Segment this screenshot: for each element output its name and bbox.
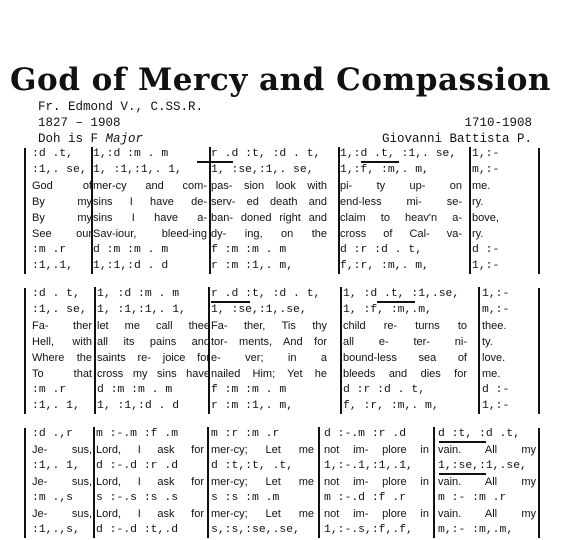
score-system-1 bbox=[0, 146, 561, 274]
lyric-cell: saints re- joice for bbox=[97, 352, 210, 364]
solfa-cell: 1,:- bbox=[472, 148, 500, 160]
solfa-cell: f, :r, :m,. m, bbox=[343, 400, 439, 412]
solfa-cell: 1, :1,:1,. 1, bbox=[93, 164, 182, 176]
solfa-cell: d :m :m . m bbox=[93, 244, 169, 256]
lyric-cell: love. bbox=[482, 352, 506, 364]
solfa-cell: m,:- :m,.m, bbox=[438, 524, 514, 536]
lyric-cell: Je- sus, bbox=[32, 444, 92, 456]
solfa-cell: :1,. se, bbox=[32, 304, 87, 316]
lyric-cell: By my bbox=[32, 196, 92, 208]
solfa-cell: 1,:-.1,:1,.1, bbox=[324, 460, 413, 472]
solfa-cell: :m .,s bbox=[32, 492, 74, 504]
lyric-cell: Fa- ther bbox=[32, 320, 92, 332]
solfa-cell: d :t,:t, .t, bbox=[211, 460, 294, 472]
lyric-cell: God of bbox=[32, 180, 92, 192]
solfa-cell: 1,:d :m . m bbox=[93, 148, 169, 160]
solfa-cell: :d . t, bbox=[32, 288, 80, 300]
bar-line bbox=[207, 427, 209, 538]
lyric-cell: thee. bbox=[482, 320, 507, 332]
solfa-cell: d :m :m . m bbox=[97, 384, 173, 396]
solfa-cell: s :s :m .m bbox=[211, 492, 280, 504]
solfa-cell: m,:- bbox=[482, 304, 510, 316]
solfa-cell: m,:- bbox=[472, 164, 500, 176]
lyric-cell: bound-less sea of bbox=[343, 352, 467, 364]
solfa-cell: d :- bbox=[482, 384, 510, 396]
hymn-title: God of Mercy and Compassion bbox=[10, 62, 551, 98]
solfa-cell: r .d :t, :d . t, bbox=[211, 288, 321, 300]
left-brace bbox=[24, 288, 26, 414]
solfa-cell: :1,. 1, bbox=[32, 460, 80, 472]
solfa-cell: 1, :d .t, :1,.se, bbox=[343, 288, 460, 300]
solfa-cell: 1,:- bbox=[482, 288, 510, 300]
lyric-cell: sins I have a- bbox=[93, 212, 207, 224]
solfa-cell: :m .r bbox=[32, 244, 67, 256]
lyric-cell: cross of Cal- va- bbox=[340, 228, 462, 240]
solfa-cell: :1,. se, bbox=[32, 164, 87, 176]
bar-line bbox=[433, 427, 435, 538]
composer: Giovanni Battista P. bbox=[381, 132, 532, 146]
bar-line bbox=[478, 287, 480, 414]
solfa-cell: f :m :m . m bbox=[211, 244, 287, 256]
lyric-cell: Lord, I ask for bbox=[96, 476, 204, 488]
lyric-cell: To that bbox=[32, 368, 92, 380]
left-brace bbox=[24, 428, 26, 538]
lyric-cell: vain. All my bbox=[438, 508, 536, 520]
key-mode: Major bbox=[105, 132, 144, 146]
solfa-cell: r .d :t, :d . t, bbox=[211, 148, 321, 160]
key-signature: Doh is F Major bbox=[38, 132, 144, 146]
solfa-cell: :m .r bbox=[32, 384, 67, 396]
lyric-cell: mer-cy and com- bbox=[93, 180, 207, 192]
lyric-cell: Je- sus, bbox=[32, 476, 92, 488]
solfa-cell: 1,:f, :m,. m, bbox=[340, 164, 429, 176]
lyric-cell: dy- ing, on the bbox=[211, 228, 327, 240]
lyric-cell: Hell, with bbox=[32, 336, 92, 348]
lyric-cell: bleeds and dies for bbox=[343, 368, 467, 380]
lyric-cell: cross my sins have bbox=[97, 368, 210, 380]
lyric-cell: mer-cy; Let me bbox=[211, 476, 314, 488]
solfa-cell: d :t, :d .t, bbox=[438, 428, 521, 440]
lyric-cell: Lord, I ask for bbox=[96, 444, 204, 456]
solfa-cell: d :r :d . t, bbox=[340, 244, 423, 256]
lyric-cell: mer-cy; Let me bbox=[211, 508, 314, 520]
lyric-cell: ban- doned right and bbox=[211, 212, 327, 224]
lyric-cell: vain. All my bbox=[438, 476, 536, 488]
solfa-cell: 1, :se,:1,. se, bbox=[211, 164, 314, 176]
lyric-cell: claim to heav'n a- bbox=[340, 212, 462, 224]
solfa-cell: :1,.,s, bbox=[32, 524, 80, 536]
lyric-cell: Fa- ther, Tis thy bbox=[211, 320, 327, 332]
lyric-cell: child re- turns to bbox=[343, 320, 467, 332]
solfa-cell: 1,:-.s,:f,.f, bbox=[324, 524, 413, 536]
lyric-cell: ty. bbox=[482, 336, 493, 348]
solfa-cell: 1, :d :m . m bbox=[97, 288, 180, 300]
lyric-cell: let me call thee bbox=[97, 320, 210, 332]
solfa-cell: f :m :m . m bbox=[211, 384, 287, 396]
solfa-cell: 1, :1,:d . d bbox=[97, 400, 180, 412]
solfa-cell: :1,.1, bbox=[32, 260, 74, 272]
solfa-cell: d :-.d :r .d bbox=[96, 460, 179, 472]
solfa-cell: 1, :1,:1,. 1, bbox=[97, 304, 186, 316]
solfa-cell: m :- :m .r bbox=[438, 492, 507, 504]
bar-line bbox=[340, 287, 342, 414]
lyric-cell: pas- sion look with bbox=[211, 180, 327, 192]
lyric-cell: ry. bbox=[472, 228, 484, 240]
left-brace bbox=[24, 148, 26, 274]
lyric-cell: e- ver; in a bbox=[211, 352, 327, 364]
right-brace bbox=[538, 428, 540, 538]
solfa-cell: d :- bbox=[472, 244, 500, 256]
solfa-cell: d :-.d :t,.d bbox=[96, 524, 179, 536]
lyric-cell: not im- plore in bbox=[324, 508, 429, 520]
lyric-cell: vain. All my bbox=[438, 444, 536, 456]
solfa-cell: 1,:1,:d . d bbox=[93, 260, 169, 272]
solfa-cell: :1,. 1, bbox=[32, 400, 80, 412]
lyric-cell: me. bbox=[472, 180, 491, 192]
solfa-cell: m :-.d :f .r bbox=[324, 492, 407, 504]
solfa-cell: s,:s,:se,.se, bbox=[211, 524, 300, 536]
lyric-cell: Sav-iour, bleed-ing bbox=[93, 228, 207, 240]
lyric-cell: not im- plore in bbox=[324, 444, 429, 456]
solfa-cell: m :-.m :f .m bbox=[96, 428, 179, 440]
right-brace bbox=[538, 148, 540, 274]
lyric-cell: ry. bbox=[472, 196, 484, 208]
lyric-cell: all its pains and bbox=[97, 336, 210, 348]
solfa-cell: 1, :se,:1,.se, bbox=[211, 304, 307, 316]
lyric-cell: Lord, I ask for bbox=[96, 508, 204, 520]
lyric-cell: serv- ed death and bbox=[211, 196, 327, 208]
solfa-cell: 1,:d .t, :1,. se, bbox=[340, 148, 457, 160]
lyric-cell: me. bbox=[482, 368, 501, 380]
lyric-cell: tor- ments, And for bbox=[211, 336, 327, 348]
lyric-cell: not im- plore in bbox=[324, 476, 429, 488]
solfa-cell: f,:r, :m,. m, bbox=[340, 260, 429, 272]
lyric-cell: mer-cy; Let me bbox=[211, 444, 314, 456]
lyric-cell: sins I have de- bbox=[93, 196, 207, 208]
score-system-2 bbox=[0, 286, 561, 414]
lyric-cell: Where the bbox=[32, 352, 92, 364]
solfa-cell: 1,:- bbox=[482, 400, 510, 412]
solfa-cell: :d .,r bbox=[32, 428, 74, 440]
author: Fr. Edmond V., C.SS.R. bbox=[38, 100, 204, 114]
lyric-cell: pi- ty up- on bbox=[340, 180, 462, 192]
solfa-cell: s :-.s :s .s bbox=[96, 492, 179, 504]
lyric-cell: Je- sus, bbox=[32, 508, 92, 520]
bar-line bbox=[469, 147, 471, 274]
solfa-cell: r :m :1,. m, bbox=[211, 260, 294, 272]
author-years: 1827 – 1908 bbox=[38, 116, 121, 130]
lyric-cell: See our bbox=[32, 228, 92, 240]
lyric-cell: nailed Him; Yet he bbox=[211, 368, 327, 380]
composer-years: 1710-1908 bbox=[464, 116, 532, 130]
solfa-cell: r :m :1,. m, bbox=[211, 400, 294, 412]
score-system-3 bbox=[0, 426, 561, 538]
lyric-cell: By my bbox=[32, 212, 92, 224]
right-brace bbox=[538, 288, 540, 414]
lyric-cell: end-less mi- se- bbox=[340, 196, 462, 208]
bar-line bbox=[94, 287, 96, 414]
solfa-cell: 1, :f, :m,.m, bbox=[343, 304, 432, 316]
solfa-cell: d :r :d . t, bbox=[343, 384, 426, 396]
bar-line bbox=[93, 427, 95, 538]
solfa-cell: m :r :m .r bbox=[211, 428, 280, 440]
lyric-cell: bove, bbox=[472, 212, 499, 224]
bar-line bbox=[318, 427, 320, 538]
solfa-cell: 1,:se,:1,.se, bbox=[438, 460, 527, 472]
solfa-cell: d :-.m :r .d bbox=[324, 428, 407, 440]
solfa-cell: :d .t, bbox=[32, 148, 74, 160]
solfa-cell: 1,:- bbox=[472, 260, 500, 272]
lyric-cell: all e- ter- ni- bbox=[343, 336, 467, 348]
